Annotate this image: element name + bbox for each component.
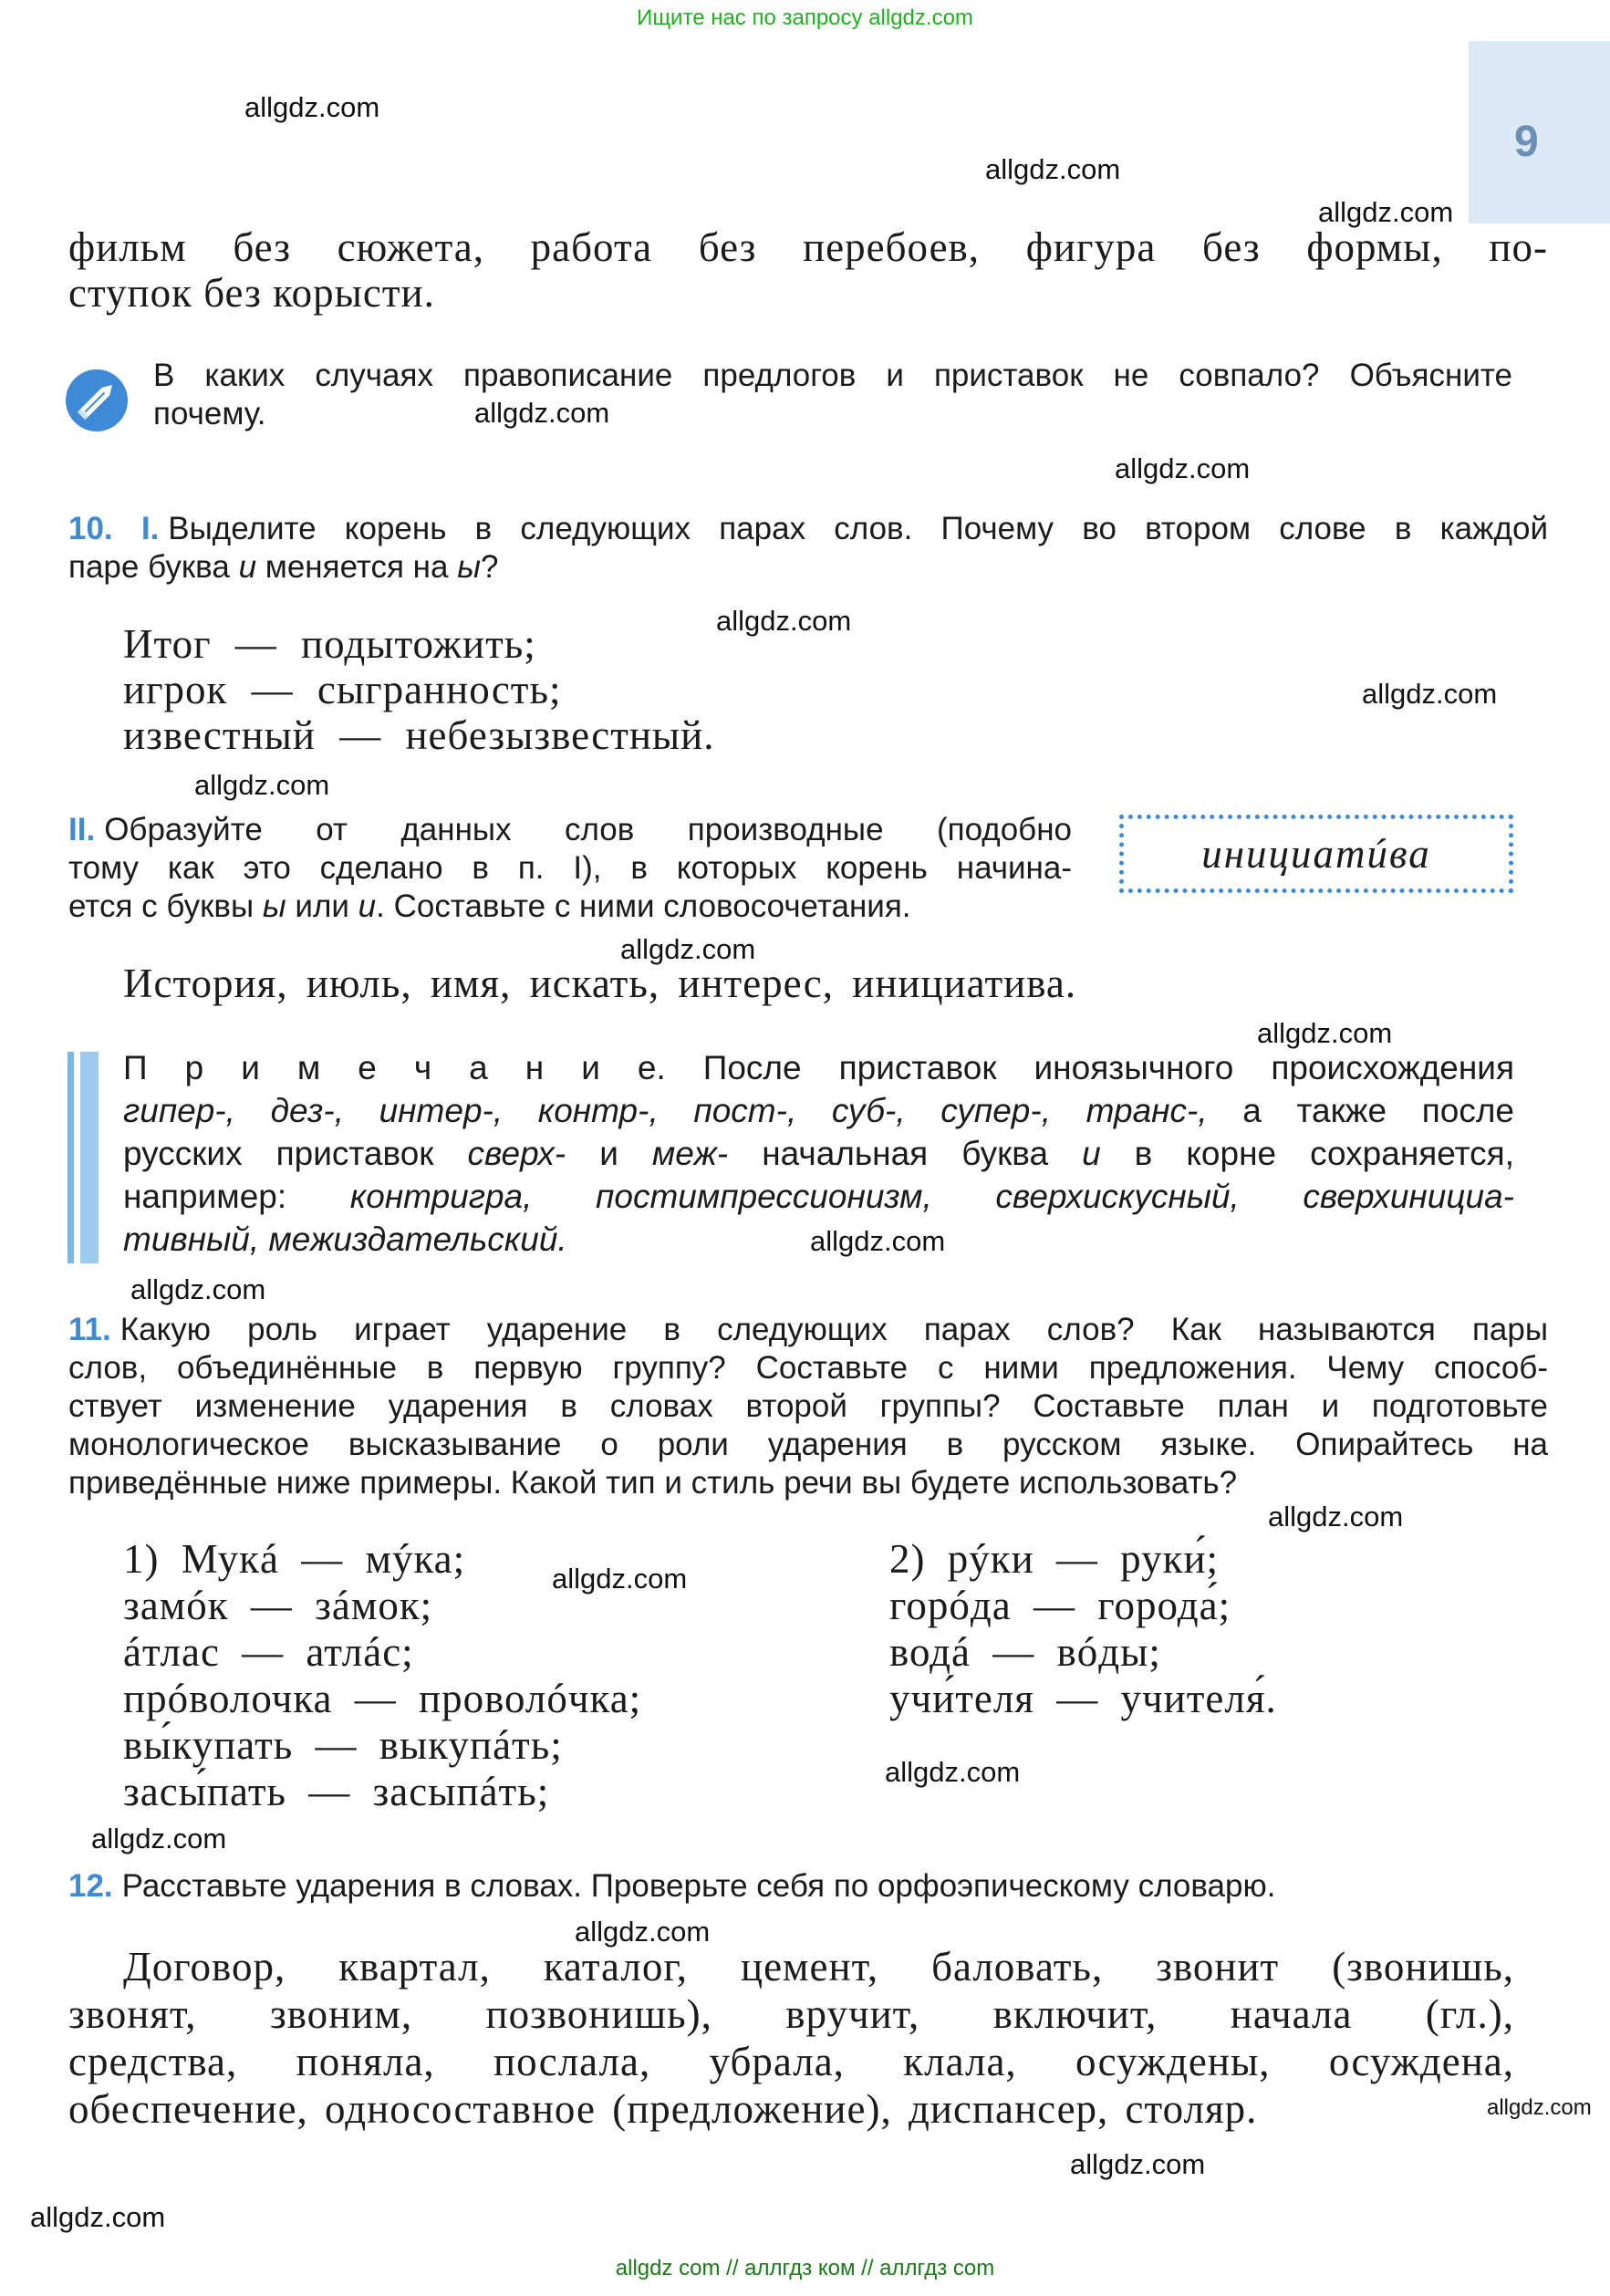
- note-examples: тивный, межиздательский.: [123, 1221, 567, 1258]
- note-line: [123, 1221, 567, 1259]
- note-prefixes: гипер-, дез-, интер-, контр-, пост-, суб-, супер-, транс-,: [123, 1092, 1208, 1129]
- letter-y: ы: [457, 549, 481, 585]
- watermark: allgdz.com: [552, 1563, 688, 1595]
- note-line: [123, 1135, 1514, 1173]
- watermark: allgdz.com: [474, 397, 610, 429]
- task-number: 11.: [68, 1312, 111, 1347]
- pencil-icon: [66, 369, 128, 431]
- task10-part2-line: [68, 888, 911, 925]
- word-pair: игрок — сыгранность;: [123, 667, 562, 712]
- task10-line: [68, 549, 498, 586]
- note-bar: [80, 1052, 99, 1263]
- derivation-words: История, июль, имя, искать, интерес, инициатива.: [123, 961, 1077, 1006]
- watermark: allgdz.com: [244, 91, 380, 123]
- task11-line: ствует изменение ударения в словах второй группы? Составьте план и подготовьте: [68, 1388, 1548, 1424]
- note-bar: [68, 1052, 74, 1263]
- word-pair: известный — небезызвестный.: [123, 712, 715, 758]
- watermark: allgdz.com: [716, 605, 852, 637]
- watermark: allgdz.com: [620, 933, 756, 965]
- stress-pair: áтлас — атлáс;: [123, 1629, 414, 1675]
- watermark: allgdz.com: [130, 1273, 266, 1305]
- stress-pair: 2) рýки — руки́;: [889, 1536, 1220, 1582]
- watermark: allgdz.com: [575, 1916, 711, 1948]
- watermark: allgdz.com: [30, 2201, 166, 2233]
- task11-line: [68, 1312, 1548, 1348]
- stress-pair: прóволочка — проволóчка;: [123, 1676, 642, 1721]
- note-label: П р и м е ч а н и е.: [123, 1049, 666, 1086]
- task10-text: паре буква: [68, 549, 239, 585]
- watermark: allgdz.com: [1070, 2148, 1206, 2180]
- stress-pair: водá — вóды;: [889, 1629, 1161, 1675]
- note-text: например:: [123, 1178, 287, 1215]
- note-text: в корне сохраняется,: [1134, 1135, 1514, 1172]
- task10-text: ?: [480, 549, 499, 585]
- dictionary-word: инициатúва: [1201, 831, 1431, 877]
- word-pair: Итог — подытожить;: [123, 621, 536, 667]
- task10-part2-line: [68, 812, 1072, 848]
- note-line: [123, 1092, 1514, 1130]
- note-prefixes: меж-: [651, 1135, 729, 1172]
- stress-pair: вы́купать — выкупáть;: [123, 1722, 563, 1768]
- task-number: 10. I.: [68, 511, 160, 546]
- stress-word-line: Договор, квартал, каталог, цемент, баловать, звонит (звонишь,: [123, 1944, 1514, 1990]
- task10-text: меняется на: [256, 549, 458, 585]
- stress-pair: замóк — зáмок;: [123, 1583, 433, 1628]
- stress-pair: горóда — города́;: [889, 1583, 1231, 1628]
- note-examples: контригра, постимпрессионизм, сверхискусный, сверхинициа-: [349, 1178, 1515, 1215]
- watermark: allgdz.com: [1487, 2095, 1592, 2120]
- task10-part2-line: тому как это сделано в п. I), в которых корень начина-: [68, 850, 1072, 886]
- page-number: 9: [1514, 118, 1539, 166]
- task10-part2-text: или: [286, 888, 358, 924]
- task12-line: [68, 1868, 1275, 1905]
- note-text: русских приставок: [123, 1135, 434, 1172]
- watermark: allgdz.com: [1268, 1501, 1404, 1532]
- watermark: allgdz.com: [985, 153, 1121, 185]
- note-line: [123, 1178, 1514, 1216]
- watermark: allgdz.com: [810, 1225, 946, 1257]
- watermark: allgdz.com: [1257, 1017, 1393, 1049]
- task-number: 12.: [68, 1868, 113, 1904]
- watermark: allgdz.com: [1115, 452, 1251, 484]
- note-text: После приставок иноязычного происхождения: [702, 1049, 1515, 1086]
- note-text: а также после: [1242, 1092, 1514, 1129]
- letter-i: и: [1082, 1135, 1101, 1172]
- letter-i: и: [358, 888, 377, 924]
- note-prefixes: сверх-: [467, 1135, 566, 1172]
- stress-word-line: звонят, звоним, позвонишь), вручит, включит, начала (гл.),: [68, 1991, 1514, 2037]
- page-corner-tab: [1469, 41, 1610, 223]
- task11-line: приведённые ниже примеры. Какой тип и стиль речи вы будете использовать?: [68, 1465, 1238, 1501]
- note-line: [123, 1049, 1514, 1087]
- note-text: начальная буква: [762, 1135, 1049, 1172]
- letter-y: ы: [262, 888, 286, 924]
- stress-pair: 1) Мукá — мýка;: [123, 1536, 466, 1582]
- watermark: allgdz.com: [1318, 196, 1454, 228]
- letter-i: и: [238, 549, 257, 585]
- task11-line: монологическое высказывание о роли ударения в русском языке. Опирайтесь на: [68, 1427, 1548, 1462]
- task-number: II.: [68, 812, 96, 847]
- watermark: allgdz.com: [885, 1756, 1021, 1788]
- watermark: allgdz.com: [194, 769, 330, 801]
- intro-line: ступок без корысти.: [68, 270, 435, 316]
- task10-part2-text: ется с буквы: [68, 888, 263, 924]
- task11-line: слов, объединённые в первую группу? Составьте с ними предложения. Чему способ-: [68, 1350, 1548, 1386]
- question-line: почему.: [153, 396, 266, 431]
- stress-word-line: средства, поняла, послала, убрала, клала, осуждены, осуждена,: [68, 2039, 1514, 2084]
- stress-pair: учи́теля — учителя́.: [889, 1676, 1277, 1721]
- watermark: allgdz.com: [91, 1823, 227, 1854]
- top-banner[interactable]: Ищите нас по запросу allgdz.com: [637, 5, 973, 30]
- task12-text: Расставьте ударения в словах. Проверьте себя по орфоэпическому словарю.: [121, 1868, 1276, 1904]
- question-line: В каких случаях правописание предлогов и приставок не совпало? Объясните: [153, 358, 1512, 393]
- task11-text: Какую роль играет ударение в следующих парах слов? Как называются пары: [119, 1312, 1548, 1347]
- task10-line: [68, 511, 1548, 547]
- stress-word-line: обеспечение, односоставное (предложение), диспансер, столяр.: [68, 2086, 1258, 2132]
- bottom-banner[interactable]: allgdz com // аллгдз ком // аллгдз com: [615, 2256, 995, 2280]
- intro-line: фильм без сюжета, работа без перебоев, фигура без формы, по-: [68, 224, 1548, 270]
- task10-part2-text: . Составьте с ними словосочетания.: [376, 888, 911, 924]
- note-text: и: [599, 1135, 618, 1172]
- watermark: allgdz.com: [1362, 678, 1498, 710]
- task10-text: Выделите корень в следующих парах слов. Почему во втором слове в каждой: [168, 511, 1548, 546]
- task10-part2-text: Образуйте от данных слов производные (подобно: [104, 812, 1072, 847]
- stress-pair: засы́пать — засыпáть;: [123, 1769, 550, 1814]
